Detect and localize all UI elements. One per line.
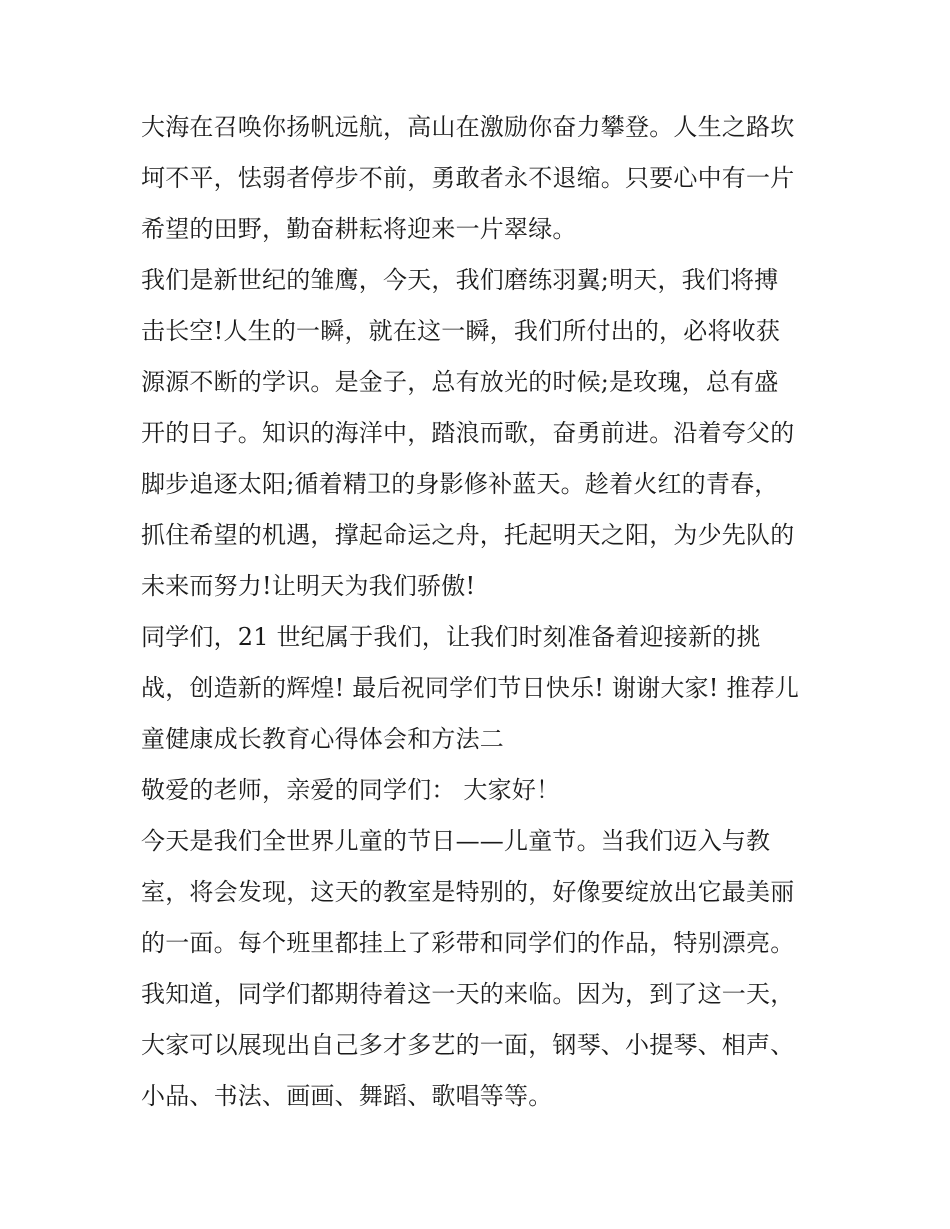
text-line: 我们是新世纪的雏鹰，今天，我们磨练羽翼;明天，我们将搏 bbox=[141, 266, 779, 294]
text-line: 未来而努力!让明天为我们骄傲! bbox=[141, 572, 476, 600]
text-line: 同学们，21 世纪属于我们，让我们时刻准备着迎接新的挑 bbox=[141, 623, 761, 651]
text-line: 敬爱的老师，亲爱的同学们： 大家好！ bbox=[141, 776, 561, 804]
text-line: 小品、书法、画画、舞蹈、歌唱等等。 bbox=[141, 1082, 553, 1110]
text-line: 大家可以展现出自己多才多艺的一面，钢琴、小提琴、相声、 bbox=[141, 1031, 795, 1059]
document-body bbox=[141, 102, 821, 1122]
text-line: 击长空!人生的一瞬，就在这一瞬，我们所付出的，必将收获 bbox=[141, 317, 781, 345]
text-line: 源源不断的学识。是金子，总有放光的时候;是玫瑰，总有盛 bbox=[141, 368, 779, 396]
text-line: 大海在召唤你扬帆远航，高山在激励你奋力攀登。人生之路坎 bbox=[141, 113, 795, 141]
text-line: 的一面。每个班里都挂上了彩带和同学们的作品，特别漂亮。 bbox=[141, 929, 795, 957]
text-line: 希望的田野，勤奋耕耘将迎来一片翠绿。 bbox=[141, 215, 577, 243]
text-line: 我知道，同学们都期待着这一天的来临。因为，到了这一天， bbox=[141, 980, 795, 1008]
text-line: 抓住希望的机遇，撑起命运之舟，托起明天之阳，为少先队的 bbox=[141, 521, 795, 549]
text-line: 战，创造新的辉煌! 最后祝同学们节日快乐! 谢谢大家! 推荐儿 bbox=[141, 674, 800, 702]
text-line: 童健康成长教育心得体会和方法二 bbox=[141, 725, 504, 753]
text-line: 脚步追逐太阳;循着精卫的身影修补蓝天。趁着火红的青春， bbox=[141, 470, 779, 498]
text-line: 室，将会发现，这天的教室是特别的，好像要绽放出它最美丽 bbox=[141, 878, 795, 906]
text-line: 今天是我们全世界儿童的节日——儿童节。当我们迈入与教 bbox=[141, 827, 771, 855]
text-line: 开的日子。知识的海洋中，踏浪而歌，奋勇前进。沿着夸父的 bbox=[141, 419, 795, 447]
text-line: 坷不平，怯弱者停步不前，勇敢者永不退缩。只要心中有一片 bbox=[141, 164, 795, 192]
